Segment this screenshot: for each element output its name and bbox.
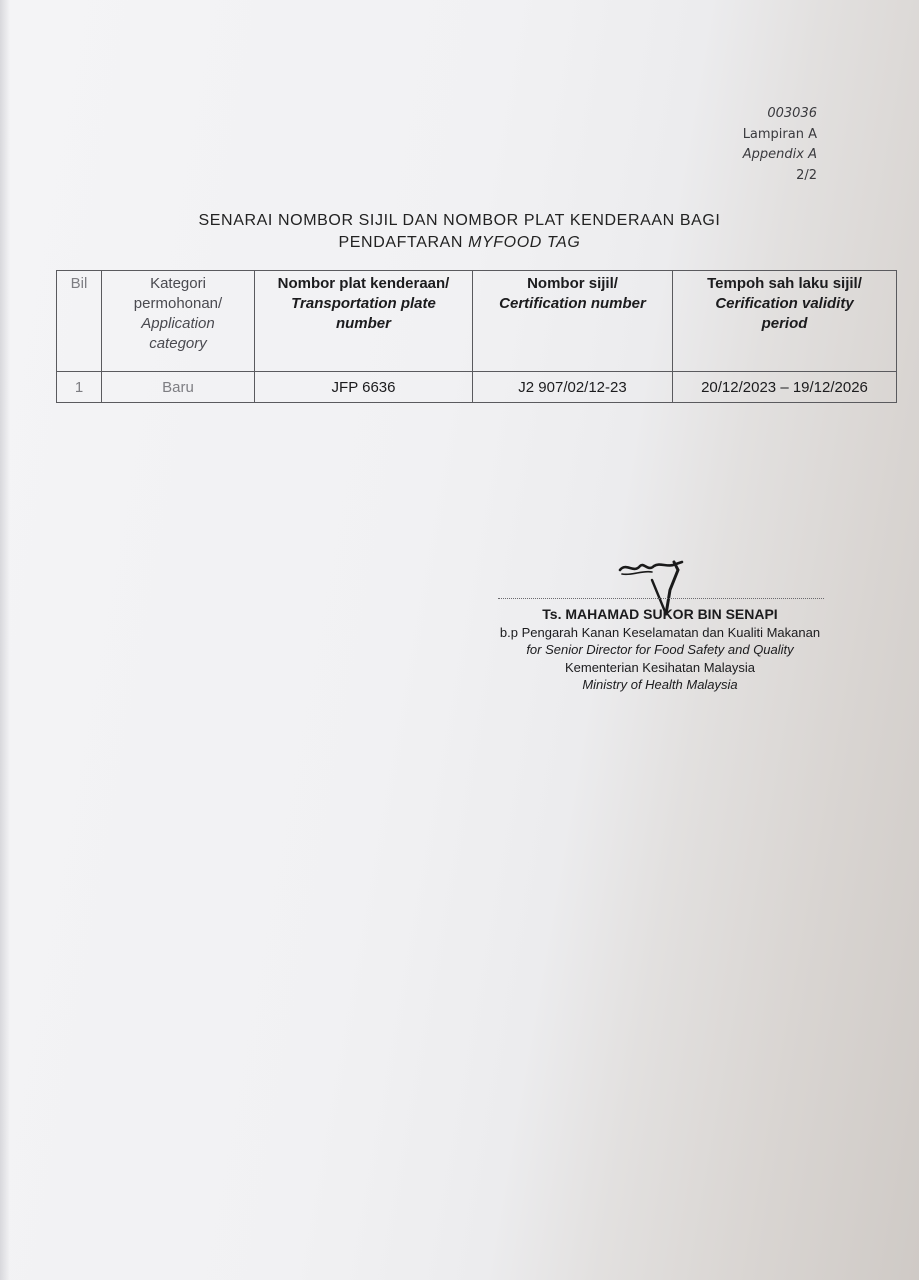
- header-plat: [255, 271, 473, 372]
- document-title: [0, 210, 919, 254]
- signatory-name: Ts. MAHAMAD SUKOR BIN SENAPI: [542, 606, 778, 622]
- header-plat-en-2: number: [335, 315, 391, 332]
- header-kategori-en-1: Application: [141, 315, 215, 332]
- header-bil-label: Bil: [70, 275, 88, 292]
- header-plat-ms: Nombor plat kenderaan/: [277, 275, 450, 292]
- header-kategori-en-2: category: [149, 335, 207, 352]
- lampiran-label: Lampiran A: [742, 126, 817, 142]
- signatory-role-en: for Senior Director for Food Safety and Quality: [526, 642, 794, 657]
- page-edge-shadow: [0, 0, 10, 1280]
- header-sijil-ms: Nombor sijil/: [527, 275, 618, 292]
- title-line-2-prefix: PENDAFTARAN: [338, 234, 469, 251]
- signature-line: [498, 598, 824, 599]
- ministry-ms: Kementerian Kesihatan Malaysia: [564, 659, 756, 675]
- cell-bil: 1: [57, 372, 102, 403]
- cell-plat: JFP 6636: [255, 372, 473, 403]
- table-row: [57, 372, 897, 403]
- cell-tempoh: 20/12/2023 – 19/12/2026: [673, 372, 897, 403]
- header-bil: [57, 271, 102, 372]
- appendix-label: Appendix A: [742, 147, 817, 162]
- signatory-block: [460, 606, 860, 694]
- title-line-1: SENARAI NOMBOR SIJIL DAN NOMBOR PLAT KENDERAAN BAGI: [198, 212, 721, 229]
- header-tempoh-en-2: period: [761, 315, 808, 332]
- header-tempoh-ms: Tempoh sah laku sijil/: [707, 275, 862, 292]
- title-line-2-italic: MYFOOD TAG: [468, 234, 581, 251]
- header-sijil-en: Certification number: [499, 295, 646, 312]
- signatory-role-ms: b.p Pengarah Kanan Keselamatan dan Kualiti Makanan: [499, 624, 821, 640]
- ministry-en: Ministry of Health Malaysia: [582, 677, 738, 692]
- cell-sijil: J2 907/02/12-23: [473, 372, 673, 403]
- header-sijil: [473, 271, 673, 372]
- title-line-2: [0, 232, 919, 254]
- table-header-row: [57, 271, 897, 372]
- header-plat-en-1: Transportation plate: [291, 295, 436, 312]
- header-kategori-ms-2: permohonan/: [133, 295, 223, 312]
- header-kategori-ms-1: Kategori: [150, 275, 206, 292]
- header-kategori: [102, 271, 255, 372]
- reference-number: 003036: [767, 106, 817, 121]
- certificate-table: [56, 270, 897, 403]
- page-number: 2/2: [796, 167, 817, 183]
- header-tempoh-en-1: Cerification validity: [715, 295, 854, 312]
- cell-kategori: Baru: [102, 372, 255, 403]
- header-tempoh: [673, 271, 897, 372]
- reference-block: [743, 104, 817, 186]
